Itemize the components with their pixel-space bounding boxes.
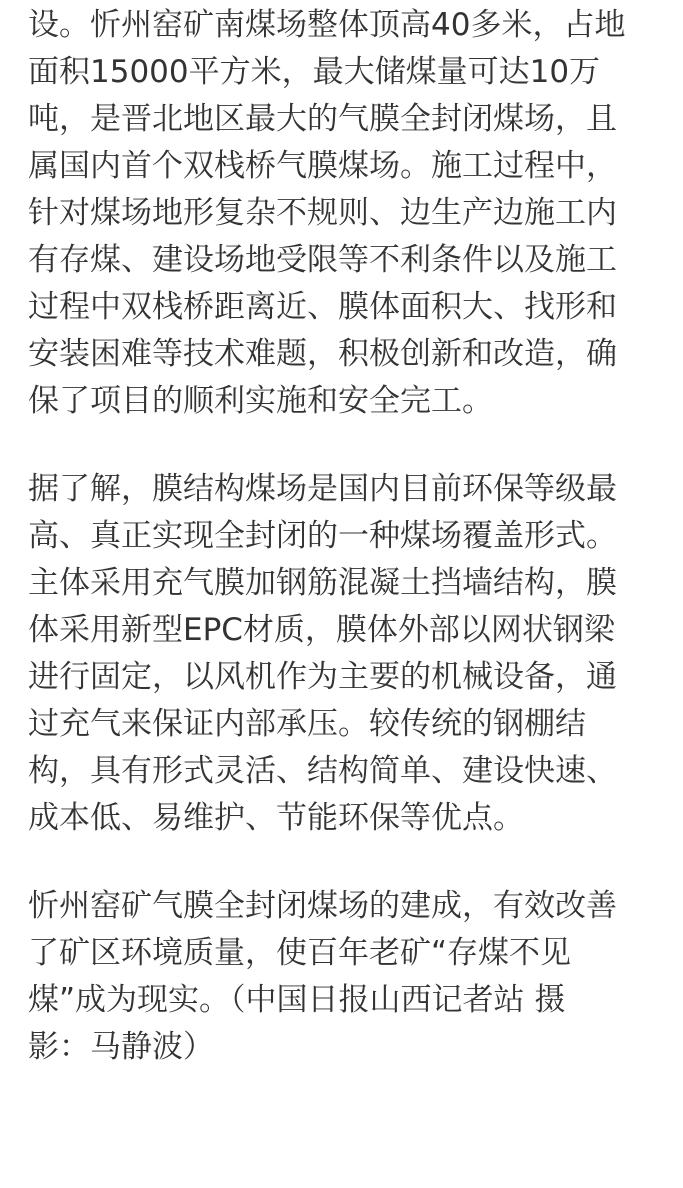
text-line: 构，具有形式灵活、结构简单、建设快速、 bbox=[28, 753, 617, 789]
paragraph-spacer bbox=[28, 425, 658, 466]
text-line: 属国内首个双栈桥气膜煤场。施工过程中， bbox=[28, 148, 617, 184]
text-line: 过充气来保证内部承压。较传统的钢棚结 bbox=[28, 706, 586, 742]
text-line: 据了解，膜结构煤场是国内目前环保等级最 bbox=[28, 471, 617, 507]
text-line: 有存煤、建设场地受限等不利条件以及施工 bbox=[28, 242, 617, 278]
paragraph-2 bbox=[28, 466, 658, 842]
paragraph-spacer bbox=[28, 842, 658, 883]
text-line: 进行固定，以风机作为主要的机械设备，通 bbox=[28, 659, 617, 695]
paragraph-1 bbox=[28, 2, 658, 425]
text-line: 保了项目的顺利实施和安全完工。 bbox=[28, 383, 493, 419]
text-line: 了矿区环境质量，使百年老矿“存煤不见 bbox=[28, 935, 572, 971]
text-line: 主体采用充气膜加钢筋混凝土挡墙结构，膜 bbox=[28, 565, 617, 601]
text-line: 煤”成为现实。（中国日报山西记者站 摄 bbox=[28, 982, 566, 1018]
text-line: 体采用新型EPC材质，膜体外部以网状钢梁 bbox=[28, 612, 615, 648]
text-line: 安装困难等技术难题，积极创新和改造，确 bbox=[28, 336, 617, 372]
text-line: 成本低、易维护、节能环保等优点。 bbox=[28, 800, 524, 836]
text-line: 面积15000平方米，最大储煤量可达10万 bbox=[28, 54, 601, 90]
text-line: 针对煤场地形复杂不规则、边生产边施工内 bbox=[28, 195, 617, 231]
article-body bbox=[28, 0, 658, 1071]
text-line: 忻州窑矿气膜全封闭煤场的建成，有效改善 bbox=[28, 888, 617, 924]
text-line: 设。忻州窑矿南煤场整体顶高40多米，占地 bbox=[28, 7, 626, 43]
text-line: 吨，是晋北地区最大的气膜全封闭煤场，且 bbox=[28, 101, 617, 137]
paragraph-3 bbox=[28, 883, 658, 1071]
text-line: 影：马静波） bbox=[28, 1029, 214, 1065]
text-line: 高、真正实现全封闭的一种煤场覆盖形式。 bbox=[28, 518, 617, 554]
text-line: 过程中双栈桥距离近、膜体面积大、找形和 bbox=[28, 289, 617, 325]
